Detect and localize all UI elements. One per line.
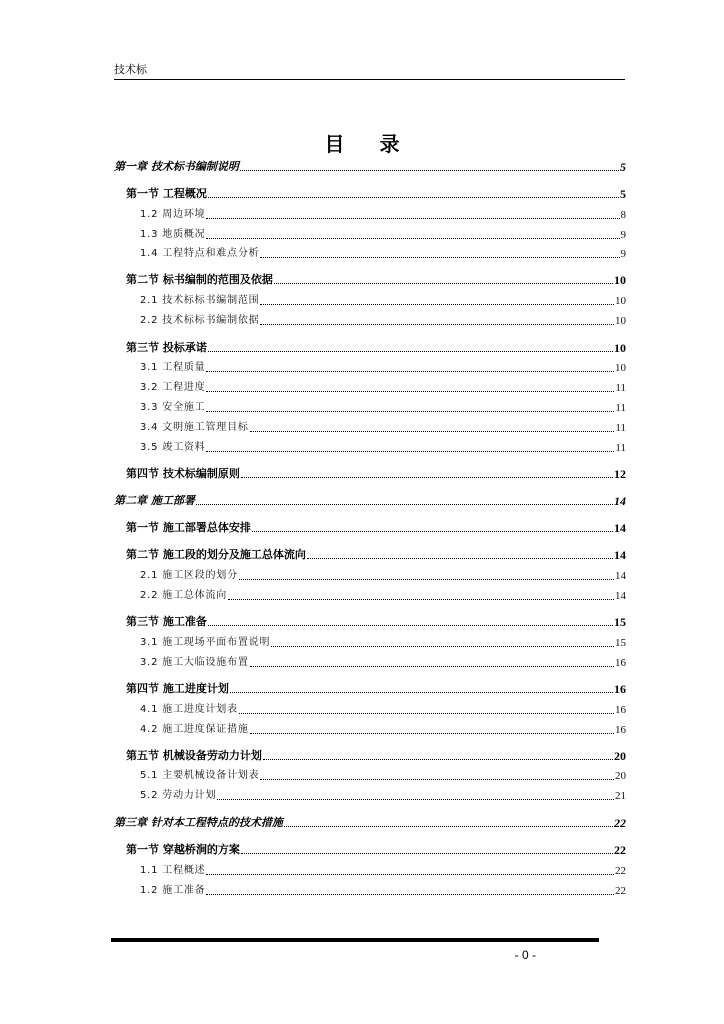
toc-entry-title: 第一章 技术标书编制说明 — [114, 160, 239, 173]
toc-entry-title: 第四节 技术标编制原则 — [126, 467, 240, 480]
toc-entry-title: 第三节 施工准备 — [126, 615, 207, 628]
toc-entry-title: 1.2 施工准备 — [140, 885, 206, 896]
toc-entry-page: 15 — [615, 637, 626, 649]
toc-entry-page: 10 — [615, 315, 626, 327]
toc-dot-leader — [241, 477, 613, 478]
toc-entry-title: 第一节 施工部署总体安排 — [126, 521, 251, 534]
toc-entry-title: 4.1 施工进度计划表 — [140, 704, 238, 715]
toc-entry-title: 第四节 施工进度计划 — [126, 682, 229, 695]
toc-entry-title: 2.2 施工总体流向 — [140, 590, 228, 601]
toc-entry-page: 16 — [614, 682, 626, 696]
toc-dot-leader — [217, 799, 614, 800]
toc-entry-page: 16 — [615, 724, 626, 736]
toc-entry-page: 16 — [615, 704, 626, 716]
toc-entry-title: 4.2 施工进度保证措施 — [140, 724, 249, 735]
toc-entry-item[interactable] — [140, 589, 626, 603]
toc-entry-page: 10 — [615, 362, 626, 374]
toc-dot-leader — [196, 504, 613, 505]
toc-entry-title: 第二节 施工段的划分及施工总体流向 — [126, 548, 306, 561]
toc-dot-leader — [206, 391, 614, 392]
toc-dot-leader — [230, 692, 613, 693]
toc-entry-title: 3.4 文明施工管理目标 — [140, 422, 249, 433]
toc-entry-title: 3.1 施工现场平面布置说明 — [140, 637, 271, 648]
toc-entry-item[interactable] — [140, 421, 626, 435]
toc-entry-title: 3.3 安全施工 — [140, 402, 206, 413]
toc-entry-title: 1.4 工程特点和难点分析 — [140, 248, 260, 259]
toc-entry-page: 14 — [614, 521, 626, 535]
footer-rule — [111, 938, 599, 942]
toc-entry-title: 2.1 施工区段的划分 — [140, 570, 238, 581]
toc-entry-page: 22 — [614, 816, 626, 830]
toc-entry-section[interactable] — [126, 843, 626, 857]
toc-entry-page: 11 — [615, 422, 626, 434]
toc-entry-page: 16 — [615, 657, 626, 669]
toc-dot-leader — [239, 713, 614, 714]
toc-entry-title: 1.2 周边环境 — [140, 209, 206, 220]
toc-entry-chapter[interactable] — [114, 494, 626, 508]
toc-entry-title: 1.1 工程概述 — [140, 865, 206, 876]
toc-entry-chapter[interactable] — [114, 160, 626, 174]
toc-entry-section[interactable] — [126, 548, 626, 562]
toc-entry-page: 10 — [615, 295, 626, 307]
toc-entry-title: 5.1 主要机械设备计划表 — [140, 770, 260, 781]
page-number: - 0 - — [514, 948, 536, 962]
toc-entry-page: 10 — [614, 341, 626, 355]
toc-entry-page: 20 — [614, 749, 626, 763]
toc-entry-page: 11 — [615, 442, 626, 454]
toc-entry-item[interactable] — [140, 864, 626, 878]
toc-entry-section[interactable] — [126, 521, 626, 535]
toc-dot-leader — [206, 451, 614, 452]
toc-entry-title: 第二节 标书编制的范围及依据 — [126, 273, 273, 286]
toc-entry-title: 2.2 技术标标书编制依据 — [140, 315, 260, 326]
toc-dot-leader — [260, 304, 614, 305]
toc-entry-section[interactable] — [126, 187, 626, 201]
toc-entry-page: 14 — [614, 548, 626, 562]
toc-entry-page: 10 — [614, 273, 626, 287]
toc-entry-title: 第三节 投标承诺 — [126, 341, 207, 354]
toc-entry-page: 9 — [620, 248, 626, 260]
toc-entry-page: 11 — [615, 402, 626, 414]
toc-entry-page: 11 — [615, 382, 626, 394]
toc-entry-item[interactable] — [140, 294, 626, 308]
toc-entry-item[interactable] — [140, 703, 626, 717]
toc-entry-item[interactable] — [140, 401, 626, 415]
toc-entry-section[interactable] — [126, 273, 626, 287]
toc-dot-leader — [263, 759, 613, 760]
toc-dot-leader — [252, 531, 613, 532]
toc-dot-leader — [208, 197, 619, 198]
toc-entry-title: 3.1 工程质量 — [140, 362, 206, 373]
toc-entry-section[interactable] — [126, 749, 626, 763]
toc-entry-section[interactable] — [126, 341, 626, 355]
toc-dot-leader — [206, 894, 614, 895]
toc-entry-chapter[interactable] — [114, 816, 626, 830]
toc-dot-leader — [271, 646, 614, 647]
toc-entry-item[interactable] — [140, 789, 626, 803]
toc-dot-leader — [206, 371, 614, 372]
toc-entry-item[interactable] — [140, 884, 626, 898]
toc-entry-title: 第一节 穿越桥涧的方案 — [126, 843, 240, 856]
toc-entry-page: 14 — [615, 570, 626, 582]
toc-entry-section[interactable] — [126, 682, 626, 696]
toc-entry-item[interactable] — [140, 314, 626, 328]
toc-entry-item[interactable] — [140, 228, 626, 242]
toc-entry-title: 3.2 工程进度 — [140, 382, 206, 393]
toc-dot-leader — [260, 324, 614, 325]
toc-dot-leader — [241, 853, 613, 854]
toc-entry-section[interactable] — [126, 615, 626, 629]
toc-dot-leader — [228, 599, 614, 600]
toc-entry-title: 3.5 竣工资料 — [140, 442, 206, 453]
toc-entry-title: 5.2 劳动力计划 — [140, 790, 217, 801]
toc-entry-page: 8 — [620, 209, 626, 221]
toc-entry-page: 12 — [614, 467, 626, 481]
toc-entry-item[interactable] — [140, 569, 626, 583]
running-header: 技术标 — [114, 63, 147, 76]
toc-entry-item[interactable] — [140, 381, 626, 395]
toc-entry-item[interactable] — [140, 723, 626, 737]
toc-dot-leader — [206, 874, 614, 875]
toc-entry-item[interactable] — [140, 636, 626, 650]
toc-entry-title: 第五节 机械设备劳动力计划 — [126, 749, 262, 762]
toc-dot-leader — [206, 411, 614, 412]
toc-entry-page: 22 — [615, 885, 626, 897]
toc-title: 目 录 — [324, 132, 414, 156]
toc-entry-page: 15 — [614, 615, 626, 629]
toc-dot-leader — [260, 779, 614, 780]
toc-dot-leader — [250, 666, 614, 667]
toc-entry-item[interactable] — [140, 208, 626, 222]
toc-entry-section[interactable] — [126, 467, 626, 481]
toc-entry-item[interactable] — [140, 656, 626, 670]
toc-entry-title: 1.3 地质概况 — [140, 229, 206, 240]
toc-entry-item[interactable] — [140, 247, 626, 261]
toc-entry-page: 9 — [620, 229, 626, 241]
toc-dot-leader — [206, 238, 619, 239]
toc-dot-leader — [274, 283, 613, 284]
toc-dot-leader — [206, 218, 619, 219]
toc-entry-page: 22 — [614, 843, 626, 857]
toc-entry-page: 5 — [620, 160, 626, 174]
toc-entry-page: 22 — [615, 865, 626, 877]
toc-dot-leader — [260, 257, 619, 258]
toc-entry-page: 14 — [614, 494, 626, 508]
toc-dot-leader — [208, 351, 613, 352]
toc-entry-page: 14 — [615, 590, 626, 602]
toc-dot-leader — [239, 579, 614, 580]
toc-dot-leader — [250, 431, 615, 432]
toc-dot-leader — [307, 558, 613, 559]
toc-entry-page: 20 — [615, 770, 626, 782]
toc-entry-page: 5 — [620, 187, 626, 201]
toc-dot-leader — [250, 733, 614, 734]
toc-entry-item[interactable] — [140, 769, 626, 783]
toc-dot-leader — [208, 625, 613, 626]
toc-entry-title: 第三章 针对本工程特点的技术措施 — [114, 816, 283, 829]
toc-entry-title: 第一节 工程概况 — [126, 187, 207, 200]
toc-entry-title: 2.1 技术标标书编制范围 — [140, 295, 260, 306]
toc-entry-item[interactable] — [140, 361, 626, 375]
toc-dot-leader — [284, 826, 613, 827]
toc-entry-item[interactable] — [140, 441, 626, 455]
toc-entry-title: 3.2 施工大临设施布置 — [140, 657, 249, 668]
toc-dot-leader — [240, 170, 619, 171]
toc-entry-title: 第二章 施工部署 — [114, 494, 195, 507]
toc-entry-page: 21 — [615, 790, 626, 802]
